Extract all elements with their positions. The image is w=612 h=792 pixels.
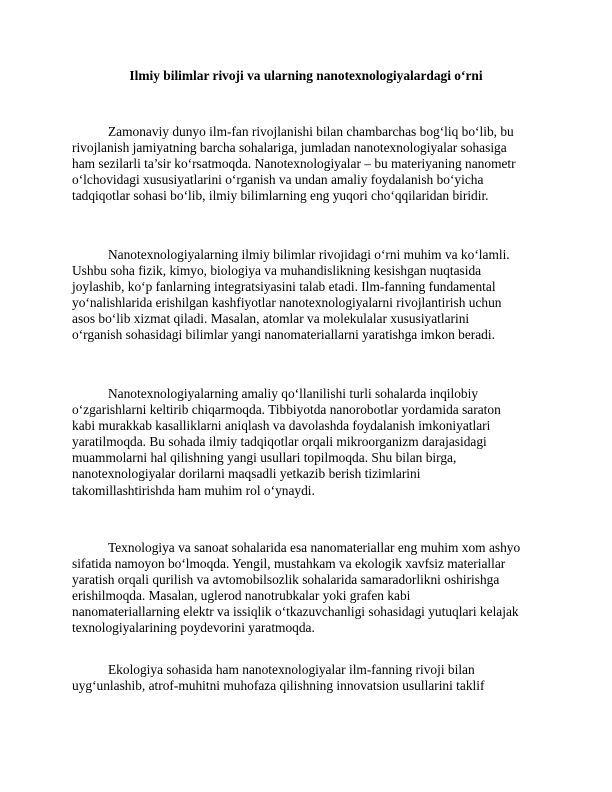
text-line: Zamonaviy dunyo ilm-fan rivojlanishi bilan chambarchas bog‘liq bo‘lib, bu — [108, 124, 514, 139]
text-line: uyg‘unlashib, atrof-muhitni muhofaza qilishning innovatsion usullarini taklif — [72, 678, 485, 694]
text-line: Ushbu soha fizik, kimyo, biologiya va muhandislikning kesishgan nuqtasida — [72, 263, 482, 279]
text-line: rivojlanish jamiyatning barcha sohalariga, jumladan nanotexnologiyalar sohasiga — [72, 140, 507, 156]
text-line: Nanotexnologiyalarning amaliy qo‘llanilishi turli sohalarda inqilobiy — [108, 386, 479, 401]
paragraph — [72, 247, 540, 344]
document-title: Ilmiy bilimlar rivoji va ularning nanotexnologiyalardagi o‘rni — [129, 68, 483, 83]
text-line: Ekologiya sohasida ham nanotexnologiyalar ilm-fanning rivoji bilan — [108, 662, 475, 677]
text-line: yaratish orqali qurilish va avtomobilsozlik sohalarida samaradorlikni oshirishga — [72, 572, 500, 588]
paragraph — [72, 386, 540, 499]
text-line: texnologiyalarining poydevorini yaratmoqda. — [72, 620, 315, 636]
text-line: Nanotexnologiyalarning ilmiy bilimlar rivojidagi o‘rni muhim va ko‘lamli. — [108, 247, 510, 262]
text-line: joylashib, ko‘p fanlarning integratsiyasini talab etadi. Ilm-fanning fundamental — [72, 279, 496, 295]
text-line: nanotexnologiyalar dorilarni maqsadli yetkazib berish tizimlarini — [72, 466, 421, 482]
paragraph — [72, 540, 540, 637]
text-line: yaratilmoqda. Bu sohada ilmiy tadqiqotlar orqali mikroorganizm darajasidagi — [72, 434, 487, 450]
text-line: yo‘nalishlarida erishilgan kashfiyotlar nanotexnologiyalarni rivojlantirish uchun — [72, 295, 502, 311]
text-line: tadqiqotlar sohasi bo‘lib, ilmiy bilimlarning eng yuqori cho‘qqilaridan biridir. — [72, 188, 489, 204]
text-line: Texnologiya va sanoat sohalarida esa nanomateriallar eng muhim xom ashyo — [108, 540, 521, 555]
text-line: asos bo‘lib xizmat qiladi. Masalan, atomlar va molekulalar xususiyatlarini — [72, 311, 470, 327]
paragraph — [72, 662, 540, 694]
text-line: sifatida namoyon bo‘lmoqda. Yengil, mustahkam va ekologik xavfsiz materiallar — [72, 556, 506, 572]
text-line: o‘zgarishlarni keltirib chiqarmoqda. Tibbiyotda nanorobotlar yordamida saraton — [72, 402, 501, 418]
text-line: kabi murakkab kasalliklarni aniqlash va davolashda foydalanish imkoniyatlari — [72, 418, 491, 434]
text-line: ham sezilarli ta’sir ko‘rsatmoqda. Nanotexnologiyalar – bu materiyaning nanometr — [72, 156, 516, 172]
text-line: takomillashtirishda ham muhim rol o‘ynaydi. — [72, 482, 315, 498]
text-line: o‘rganish sohasidagi bilimlar yangi nanomateriallarni yaratishga imkon beradi. — [72, 327, 495, 343]
paragraph — [72, 124, 540, 204]
text-line: o‘lchovidagi xususiyatlarini o‘rganish va undan amaliy foydalanish bo‘yicha — [72, 172, 484, 188]
text-line: nanomateriallarning elektr va issiqlik o‘tkazuvchanligi sohasidagi yutuqlari kelajak — [72, 604, 519, 620]
text-line: erishilmoqda. Masalan, uglerod nanotrubkalar yoki grafen kabi — [72, 588, 411, 604]
text-line: muammolarni hal qilishning yangi usullari topilmoqda. Shu bilan birga, — [72, 450, 457, 466]
